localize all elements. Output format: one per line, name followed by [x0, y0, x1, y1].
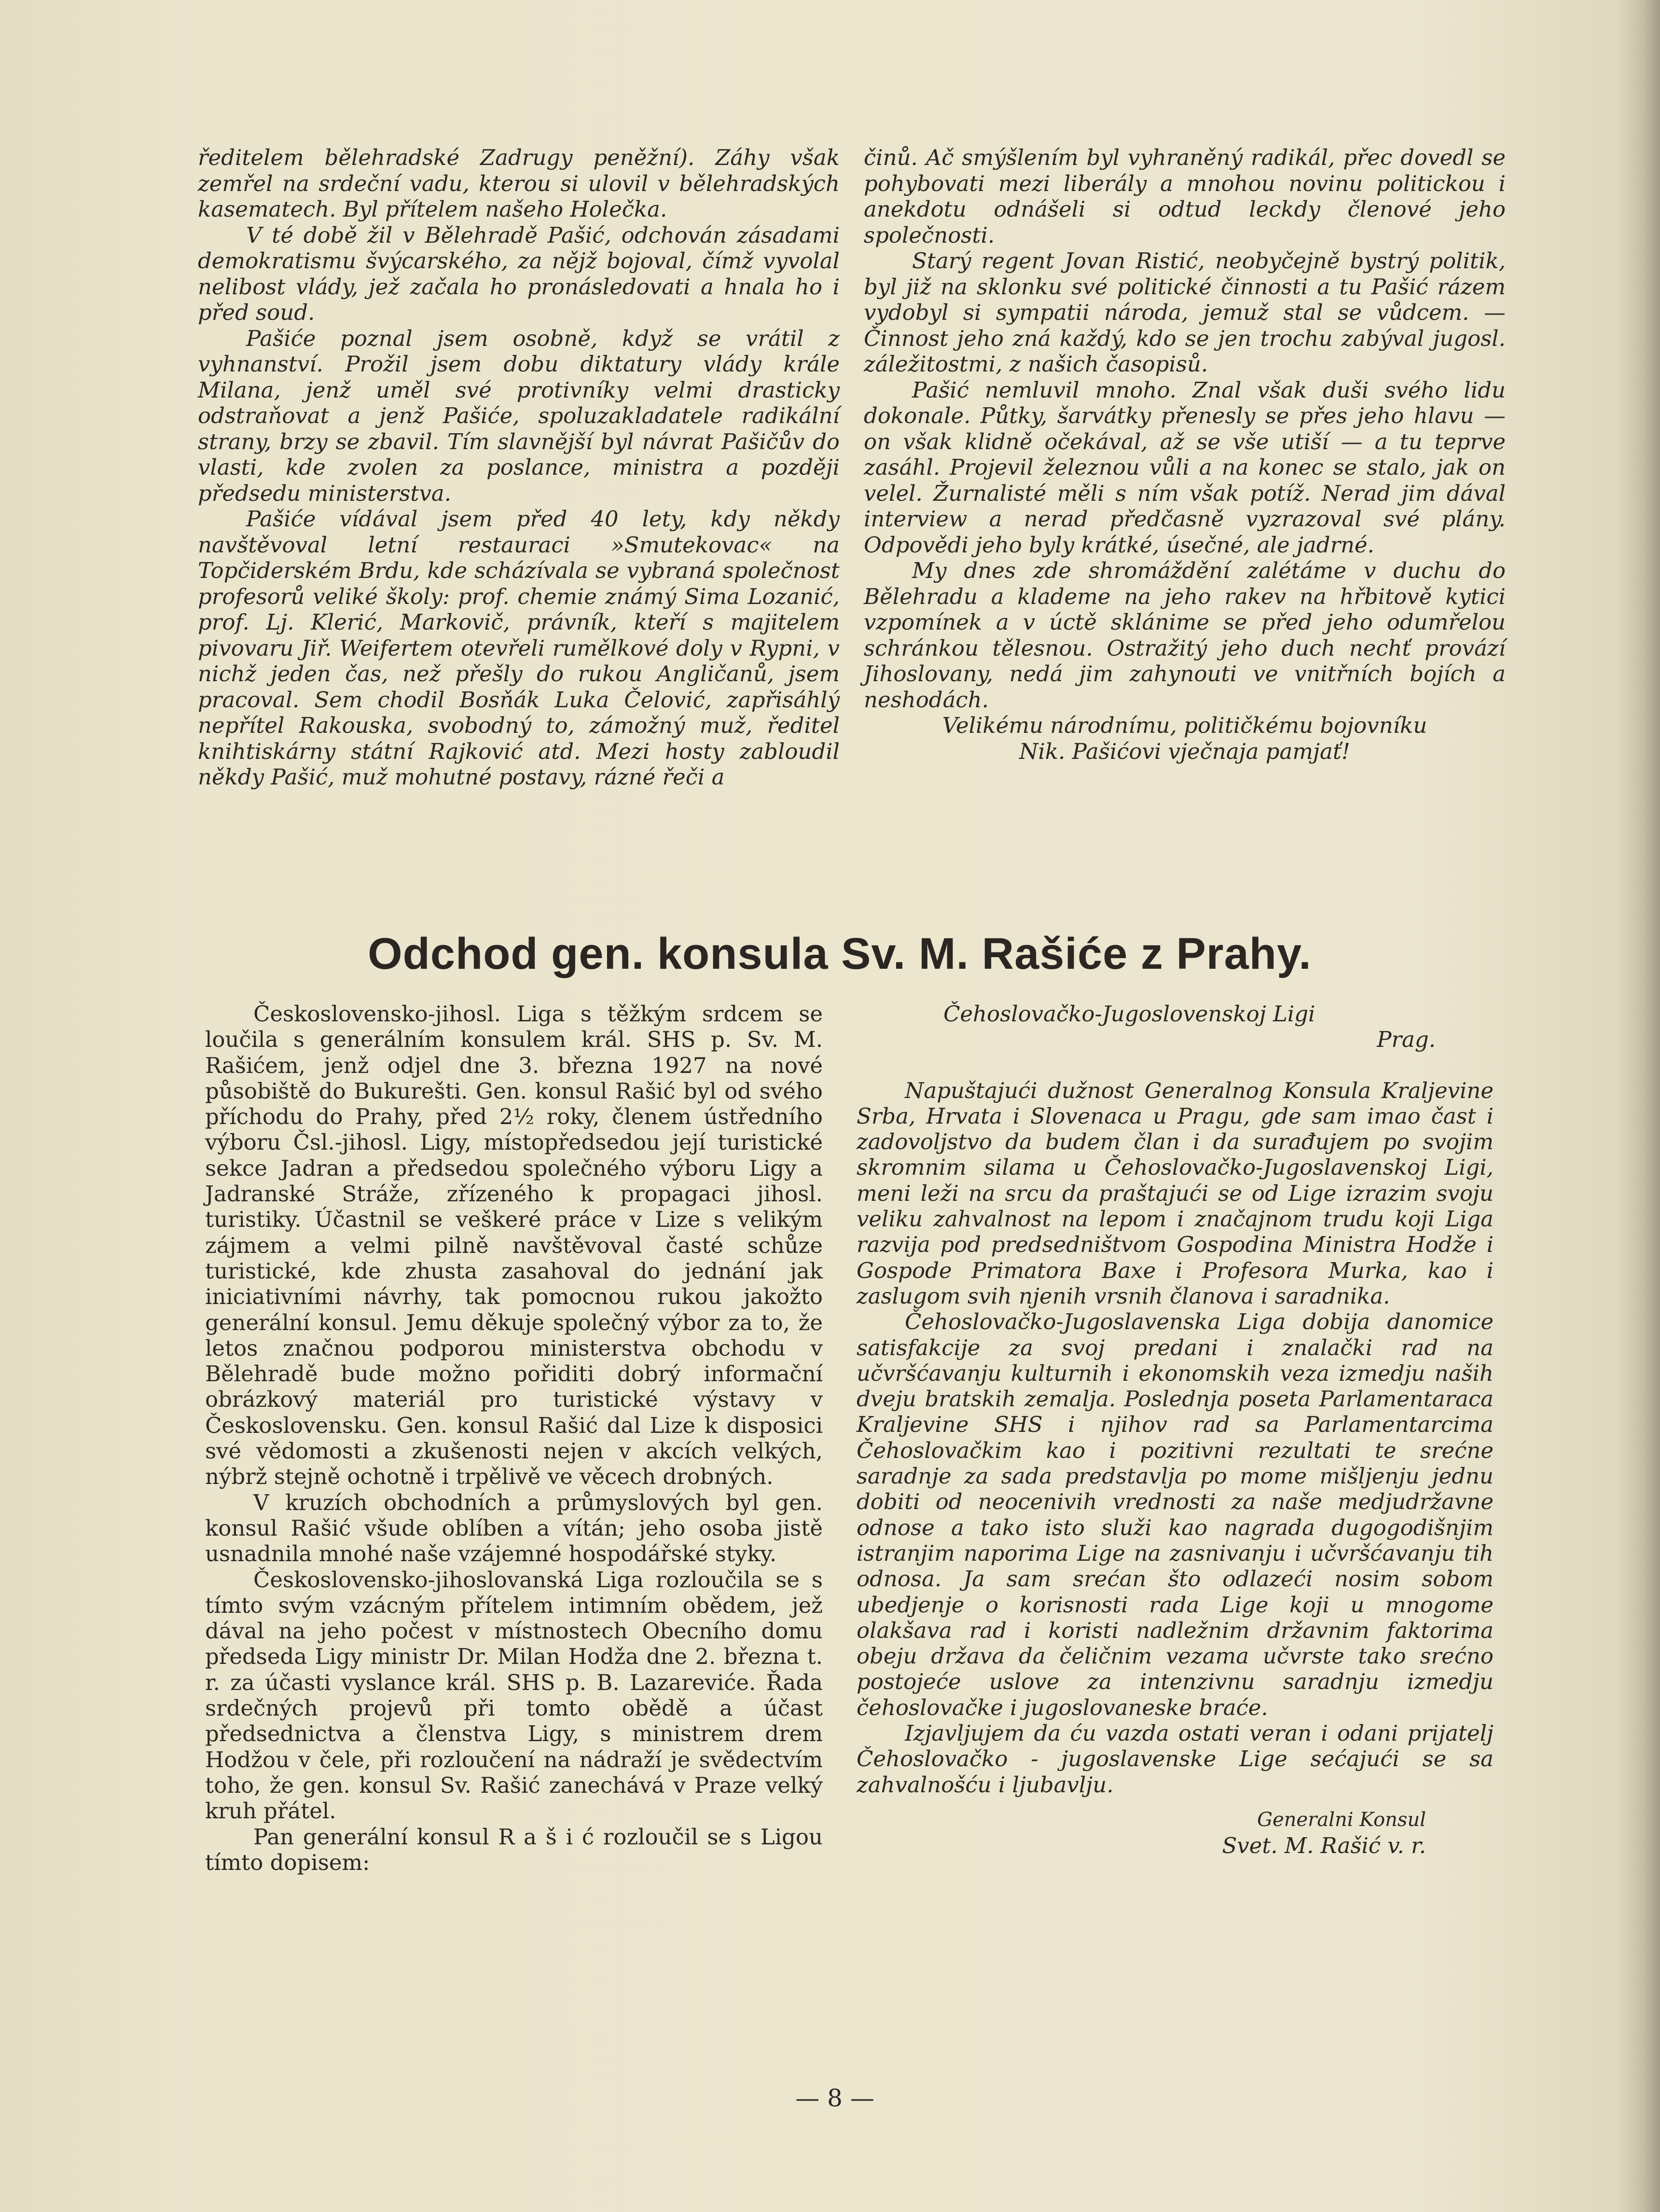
page-edge-shadow [1617, 0, 1660, 2212]
article-pasic-column-left [198, 145, 840, 790]
dedication-line: Velikému národnímu, političkému bojovníku [942, 713, 1427, 738]
article-rasic-column-left [205, 1001, 823, 1875]
paragraph: ředitelem bělehradské Zadrugy peněžní). Záhy však zemřel na srdeční vadu, kterou si ulovil v bělehradských kasematech. Byl přítelem našeho Holečka. [198, 145, 840, 222]
paragraph: Pan generální konsul R a š i ć rozloučil se s Ligou tímto dopisem: [205, 1824, 823, 1875]
signature-name: Svet. M. Rašić v. r. [1222, 1833, 1426, 1859]
paragraph: Izjavljujem da ću vazda ostati veran i odani prijatelj Čehoslovačko - jugoslavenske Lige sećajući se sa zahvalnošću i ljubavlju. [857, 1720, 1494, 1798]
letter-column-right [857, 1001, 1494, 1859]
paragraph: Pašiće poznal jsem osobně, když se vrátil z vyhnanství. Prožil jsem dobu diktatury vlády krále Milana, jenž uměl své protivníky velmi drasticky odstraňovat a jenž Pašiće, spoluzakladatele radikální strany, brzy se zbavil. Tím slavnější byl návrat Pašičův do vlasti, kde zvolen za poslance, ministra a později předsedu ministerstva. [198, 325, 840, 506]
article-headline: Odchod gen. konsula Sv. M. Rašiće z Prahy. [368, 929, 1312, 978]
article-pasic-column-right [864, 145, 1506, 764]
page-number: — 8 — [795, 2084, 874, 2112]
paragraph: Čehoslovačko-Jugoslavenska Liga dobija danomice satisfakcije za svoj predani i znalački rad na učvršćavanju kulturnih i ekonomskih veza izmedju naših dveju bratskih zemalja. Poslednja poseta Parlamentaraca Kraljevine SHS i njihov rad sa Parlamentarcima Čehoslovačkim kao i pozitivni rezultati te srećne saradnje za sada predstavlja po mome mišljenju jednu dobiti od neocenivih vrednosti za naše medjudržavne odnose a tako isto služi kao nagrada dugogodišnjim istranjim naporima Lige na zasnivanju i učvršćavanju tih odnosa. Ja sam srećan što odlazeći nosim sobom ubedjenje o korisnosti rada Lige koji u mnogome olakšava rad i koristi nadležnim državnim faktorima obeju država da čeličnim vezama učvrste tako srećno postojeće uslove za intenzivnu saradnju izmedju čehoslovačke i jugoslovaneske braće. [857, 1309, 1494, 1720]
dedication-line: Nik. Pašićovi vječnaja pamjať! [1019, 738, 1350, 764]
paragraph: V kruzích obchodních a průmyslových byl gen. konsul Rašić všude oblíben a vítán; jeho osoba jistě usnadnila mnohé naše vzájemné hospodářské styky. [205, 1489, 823, 1567]
paragraph: Pašiće vídával jsem před 40 lety, kdy někdy navštěvoval letní restauraci »Smutekovac« na Topčiderském Brdu, kde scházívala se vybraná společnost profesorů veliké školy: prof. chemie známý Sima Lozanić, prof. Lj. Klerić, Markovič, právník, kteří s majitelem pivovaru Jiř. Weifertem otevřeli rumělkové doly v Rypni, v nichž jeden čas, než přešly do rukou Angličanů, jsem pracoval. Sem chodil Bosňák Luka Čelović, zapřisáhlý nepřítel Rakouska, svobodný to, zámožný muž, ředitel knihtiskárny státní Rajković atd. Mezi hosty zabloudil někdy Pašić, muž mohutné postavy, rázné řeči a [198, 506, 840, 790]
paragraph: Napuštajući dužnost Generalnog Konsula Kraljevine Srba, Hrvata i Slovenaca u Pragu, gde sam imao čast i zadovoljstvo da budem član i da surađujem po svojim skromnim silama u Čehoslovačko-Jugoslavenskoj Ligi, meni leži na srcu da praštajući se od Lige izrazim svoju veliku zahvalnost na lepom i značajnom trudu koji Liga razvija pod predsedništvom Gospodina Ministra Hodže i Gospode Primatora Baxe i Profesora Murka, kao i zaslugom svih njenih vrsnih članova i saradnika. [857, 1077, 1494, 1309]
paragraph: Pašić nemluvil mnoho. Znal však duši svého lidu dokonale. Půtky, šarvátky přenesly se přes jeho hlavu — on však klidně očekával, až se vše utiší — a tu teprve zasáhl. Projevil železnou vůli a na konec se stalo, jak on velel. Žurnalisté měli s ním však potíž. Nerad jim dával interview a nerad předčasně vyzrazoval své plány. Odpovědi jeho byly krátké, úsečné, ale jadrné. [864, 377, 1506, 558]
letter-address: Čehoslovačko-Jugoslovenskoj Ligi [943, 1001, 1315, 1027]
letter-address-city: Prag. [1377, 1027, 1436, 1053]
paragraph: Starý regent Jovan Ristić, neobyčejně bystrý politik, byl již na sklonku své politické činnosti a tu Pašić rázem vydobyl si sympatii národa, jemuž stal se vůdcem. — Činnost jeho zná každý, kdo se jen trochu zabýval jugosl. záležitostmi, z našich časopisů. [864, 248, 1506, 377]
signature-title: Generalni Konsul [1257, 1808, 1426, 1831]
paragraph: V té době žil v Bělehradě Pašić, odchován zásadami demokratismu švýcarského, za nějž bojoval, čímž vyvolal nelibost vlády, jež začala ho pronásledovati a hnala ho i před soud. [198, 222, 840, 325]
paragraph: Československo-jihosl. Liga s těžkým srdcem se loučila s generálním konsulem král. SHS p. Sv. M. Rašićem, jenž odjel dne 3. března 1927 na nové působiště do Bukurešti. Gen. konsul Rašić byl od svého příchodu do Prahy, před 2½ roky, členem ústředního výboru Čsl.-jihosl. Ligy, místopředsedou její turistické sekce Jadran a předsedou společného výboru Ligy a Jadranské Stráže, zřízeného k propagaci jihosl. turistiky. Účastnil se veškeré práce v Lize s velikým zájmem a velmi pilně navštěvoval časté schůze turistické, kde zhusta zasahoval do jednání jak iniciativními návrhy, tak pomocnou rukou jakožto generální konsul. Jemu děkuje společný výbor za to, že letos značnou podporou ministerstva obchodu v Bělehradě bude možno pořiditi dobrý informační obrázkový materiál pro turistické výstavy v Československu. Gen. konsul Rašić dal Lize k disposici své vědomosti a zkušenosti nejen v akcích velkých, nýbrž stejně ochotně i trpělivě ve věcech drobných. [205, 1001, 823, 1490]
paragraph: činů. Ač smýšlením byl vyhraněný radikál, přec dovedl se pohybovati mezi liberály a mnohou novinu politickou i anekdotu odnášeli si odtud leckdy členové jeho společnosti. [864, 145, 1506, 248]
paragraph: My dnes zde shromáždění zalétáme v duchu do Bělehradu a klademe na jeho rakev na hřbitově kytici vzpomínek a v úctě sklánime se před jeho odumřelou schránkou tělesnou. Ostražitý jeho duch nechť provází Jihoslovany, nedá jim zahynouti ve vnitřních bojích a neshodách. [864, 558, 1506, 713]
paragraph: Československo-jihoslovanská Liga rozloučila se s tímto svým vzácným přítelem intimním obědem, jež dával na jeho počest v místnostech Obecního domu předseda Ligy ministr Dr. Milan Hodža dne 2. března t. r. za účasti vyslance král. SHS p. B. Lazareviće. Řada srdečných projevů při tomto obědě a účast předsednictva a členstva Ligy, s ministrem drem Hodžou v čele, při rozloučení na nádraží je svědectvím toho, že gen. konsul Sv. Rašić zanechává v Praze velký kruh přátel. [205, 1566, 823, 1824]
